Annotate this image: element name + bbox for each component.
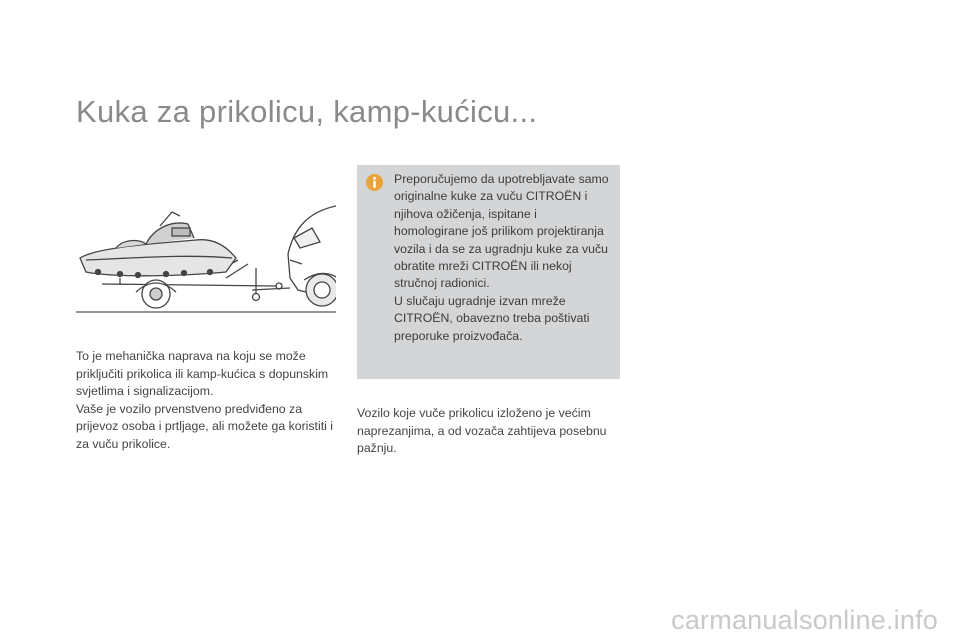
watermark: carmanualsonline.info [671, 605, 938, 635]
intro-text [76, 348, 338, 454]
info-icon [366, 174, 383, 191]
info-paragraph-1: Preporučujemo da upotrebljavate samo originalne kuke za vuču CITROËN i njihova ožičenja, ispitane i homologirane još prilikom projektiranja vozila i da se za ugradnju kuke za vuču obratite mreži CITROËN ili nekoj stručnoj radionici. [394, 172, 609, 291]
info-box [357, 165, 620, 379]
trailer-jetski-illustration [76, 198, 336, 316]
info-paragraph-2: U slučaju ugradnje izvan mreže CITROËN, obavezno treba poštivati preporuke proizvođača. [394, 293, 590, 343]
page-title: Kuka za prikolicu, kamp-kućicu... [76, 94, 538, 129]
intro-paragraph-1: To je mehanička naprava na koju se može priključiti prikolica ili kamp-kućica s dopunskim svjetlima i signalizacijom. [76, 349, 329, 399]
info-text [394, 171, 612, 345]
warning-text [357, 405, 619, 458]
intro-paragraph-2: Vaše je vozilo prvenstveno predviđeno za prijevoz osoba i prtljage, ali možete ga koristiti i za vuču prikolice. [76, 401, 333, 451]
warning-paragraph: Vozilo koje vuče prikolicu izloženo je većim naprezanjima, a od vozača zahtijeva posebnu pažnju. [357, 406, 607, 456]
